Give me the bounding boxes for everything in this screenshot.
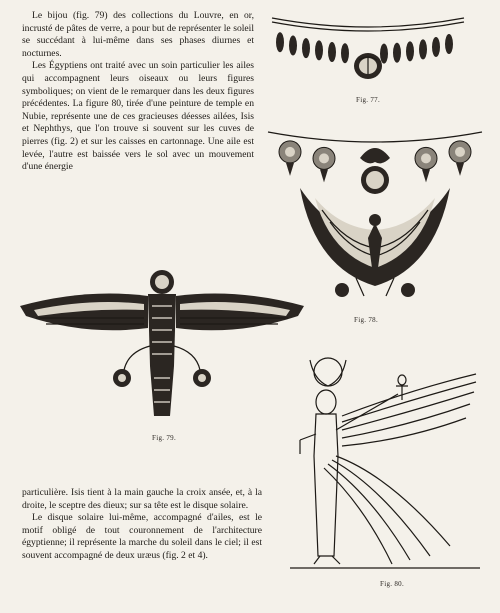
paragraph-solar-disc: Le disque solaire lui-même, accompagné d'ailes, est le motif obligé de tout couronnement de l'architecture égyptienne; il représente la marche du soleil dans le ciel; il est souvent accompagné de deux uræus (fig. 2 et 4). <box>22 512 262 561</box>
figure-77-necklace <box>268 8 468 98</box>
pendant-drop <box>328 42 336 62</box>
caption-fig-79: Fig. 79. <box>152 434 176 442</box>
pendant-drop <box>276 32 284 52</box>
pendant-drop <box>393 43 401 63</box>
scarab-pendant <box>354 53 382 79</box>
necklace-medallion <box>449 141 471 176</box>
necklace-medallion <box>279 141 301 176</box>
text-block-bottom <box>22 487 262 563</box>
paragraph-isis: particulière. Isis tient à la main gauche la croix ansée, et, à la droite, le sceptre des dieux; sur sa tête est le disque solaire. <box>22 487 262 511</box>
goddess-solar-disc <box>310 358 346 386</box>
pendant-drop <box>406 41 414 61</box>
caption-fig-80: Fig. 80. <box>380 580 404 588</box>
pendant-drop <box>419 39 427 59</box>
jewel-left-wing <box>20 294 148 331</box>
paragraph-wings: Les Égyptiens ont traité avec un soin particulier les ailes qui accompagnent leurs oiseaux ou leurs figures symboliques; on vient de le remarquer dans les deux figures précédentes. La figure 80, tirée d'une peinture de temple en Nubie, représente une de ces gracieuses déesses ailées, Isis et Nephthys, que l'on trouve si souvent sur les cuves de pierres (fig. 2) et sur les caisses en cartonnage. Une aile est levée, l'autre est baissée vers le sol avec un mouvement d'une énergie <box>22 60 254 173</box>
necklace-medallion <box>313 147 335 182</box>
paragraph-jewel: Le bijou (fig. 79) des collections du Louvre, en or, incrusté de pâtes de verre, a pour but de représenter le soleil se succédant à lui-même dans ses phases diurnes et nocturnes. <box>22 10 254 59</box>
caption-fig-77: Fig. 77. <box>356 96 380 104</box>
text-block-top <box>22 10 254 174</box>
caption-fig-78: Fig. 78. <box>354 316 378 324</box>
pendant-drop <box>445 34 453 54</box>
pendant-drop <box>302 38 310 58</box>
pendant-drop <box>289 35 297 55</box>
goddess-wings <box>324 374 476 564</box>
jewel-body <box>148 270 176 416</box>
necklace-medallion <box>415 147 437 182</box>
goddess-figure <box>300 390 398 564</box>
pendant-drop <box>380 44 388 64</box>
pendant-drop <box>315 40 323 60</box>
figure-79-winged-jewel <box>16 266 308 426</box>
pendant-drop <box>432 37 440 57</box>
figure-80-winged-goddess <box>280 346 490 576</box>
pendant-drop <box>341 43 349 63</box>
jewel-right-wing <box>176 294 304 331</box>
